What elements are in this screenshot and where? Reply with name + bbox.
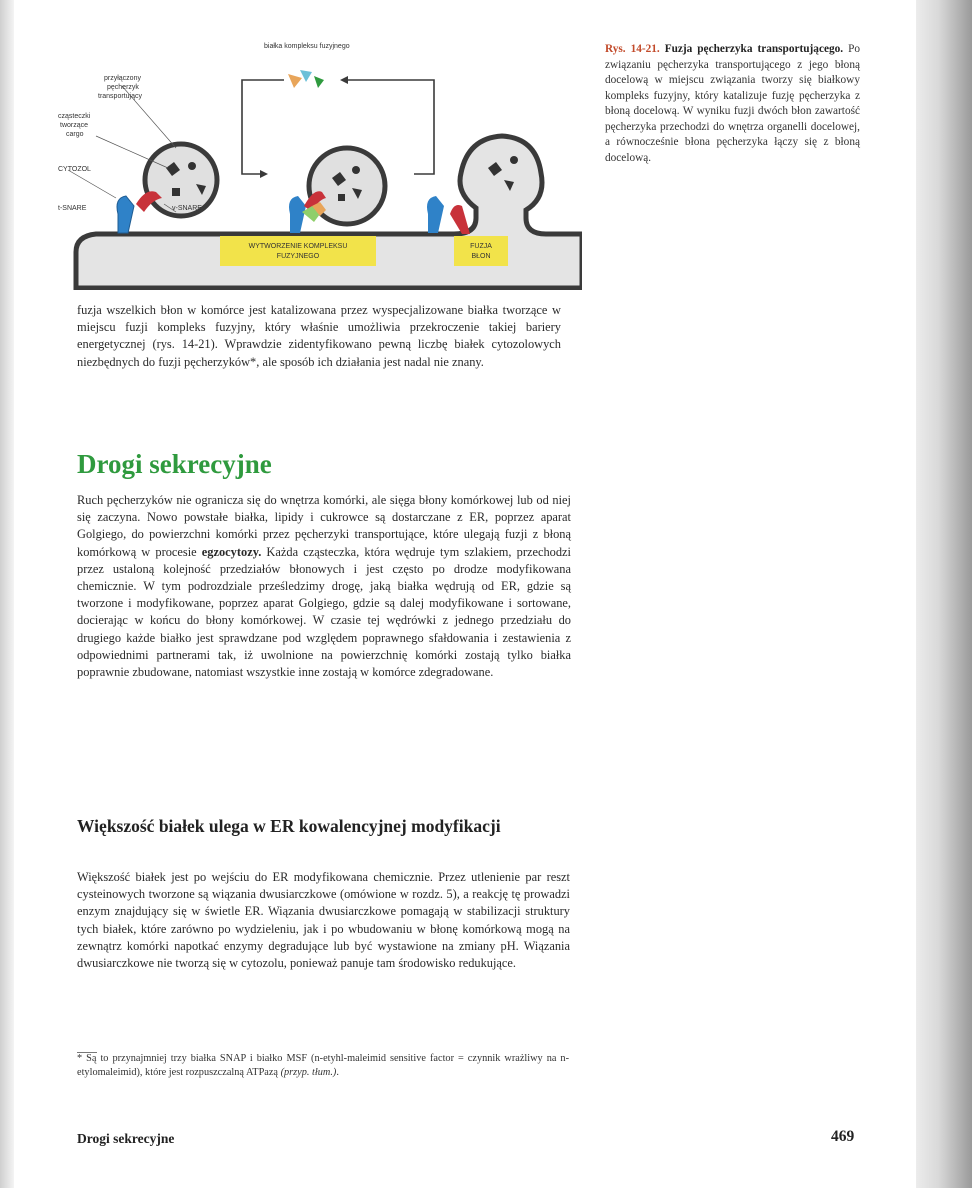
- subsection-title: Większość białek ulega w ER kowalencyjnej modyfikacji: [77, 816, 501, 836]
- cargo-label-3: cargo: [66, 131, 84, 138]
- figure-title: Fuzja pęcherzyka transportującego.: [664, 43, 844, 55]
- stage-fusion-label-2: BŁON: [471, 253, 491, 260]
- figure-caption: [605, 42, 860, 166]
- t-snare-3: [427, 196, 444, 233]
- stage-complex-label-1: WYTWORZENIE KOMPLEKSU: [248, 243, 348, 250]
- recycle-arrow-left: [242, 80, 284, 174]
- figure-number: Rys. 14-21.: [605, 43, 660, 55]
- fusion-diagram: [56, 28, 582, 290]
- fusion-complex-proteins-icon: [288, 70, 324, 88]
- footnote-text: * Są to przynajmniej trzy białka SNAP i białko MSF (n-etyhl-maleimid sensitive factor = czynnik wrażliwy na n-etylomaleimid), które jest rozpuszczalną ATPazą: [77, 1053, 569, 1078]
- stage-complex-label-2: FUZYJNEGO: [276, 253, 320, 260]
- term-exocytosis: egzocytozy.: [201, 544, 262, 559]
- running-title: Drogi sekrecyjne: [77, 1131, 175, 1146]
- page-right-edge-shadow: [916, 0, 972, 1188]
- paragraph-fusion: fuzja wszelkich błon w komórce jest katalizowana przez wyspecjalizowane białka tworzące w miejscu fuzji kompleks fuzyjny, który właśnie umożliwia przekroczenie takiej bariery energetycznej (rys. 14-21). Wprawdzie zidentyfikowano pewną liczbę białek cytozolowych niezbędnych do fuzji pęcherzyków*, ale sposób ich działania jest nadal nie znany.: [77, 303, 561, 369]
- footnote: [77, 1052, 569, 1080]
- cargo-label-2: tworzące: [60, 122, 89, 129]
- paragraph-secretory-start: Ruch pęcherzyków nie ogranicza się do wnętrza komórki, ale sięga błony komórkowej lub od niej się zaczyna. Nowo powstałe białka, lipidy i cukrowce są dostarczane z ER, poprzez aparat Golgiego, do powierzchni komórki przez pęcherzyki transportujące, które ulegają fuzji z błoną komórkową w procesie: [77, 493, 571, 559]
- attached-vesicle-label-1: przyłączony: [104, 75, 141, 82]
- page-number: 469: [831, 1128, 855, 1145]
- figure-caption-text: Po związaniu pęcherzyka transportującego z jego błoną docelową w miejscu związania tworzy się białkowy kompleks fuzyjny, który katalizuje fuzję pęcherzyka z błoną docelową. W wyniku fuzji dwóch błon zawartość pęcherzyka przechodzi do wnętrza organelli docelowej, a równocześnie błona pęcherzyka łączy się z błoną docelową.: [605, 43, 860, 164]
- cargo-label-1: cząsteczki: [58, 113, 91, 120]
- cytosol-label: CYTOZOL: [58, 166, 91, 173]
- vesicle-fusion-figure: [56, 28, 582, 290]
- stage-fusion-label-1: FUZJA: [470, 243, 492, 250]
- complex-proteins-label: białka kompleksu fuzyjnego: [264, 43, 350, 50]
- footnote-translator-note: (przyp. tłum.): [280, 1067, 337, 1078]
- stage-box-fusion: [454, 236, 508, 266]
- v-snare-3: [450, 205, 470, 234]
- t-snare-label: t-SNARE: [58, 205, 87, 212]
- attached-vesicle-label-2: pęcherzyk: [107, 84, 139, 91]
- attached-vesicle-label-3: transportujący: [98, 93, 142, 100]
- v-snare-label: v-SNARE: [172, 205, 202, 212]
- section-title: Drogi sekrecyjne: [77, 449, 272, 479]
- paragraph-secretory-end: Każda cząsteczka, która wędruje tym szlakiem, przechodzi przez ustaloną kolejność przedziałów błonowych i jest często po drodze modyfikowana chemicznie. W tym podrozdziale prześledzimy drogę, jaką białka wędrują od ER, gdzie są tworzone i modyfikowane, poprzez aparat Golgiego, gdzie są dalej modyfikowane i sortowane, docierając w końcu do błony komórkowej. W czasie tej wędrówki z jednego przedziału do drugiego każde białko jest sprawdzane pod względem poprawnego sfałdowania i zestawienia z odpowiednimi partnerami tak, iż uwolnione na powierzchnię komórki zostają tylko białka poprawnie zbudowane, natomiast wszystkie inne zostają w komórce zdegradowane.: [77, 544, 571, 680]
- paragraph-secretory: [77, 492, 571, 681]
- paragraph-er-modification: Większość białek jest po wejściu do ER modyfikowana chemicznie. Przez utlenienie par reszt cysteinowych tworzone są wiązania dwusiarczkowe (omówione w rozdz. 5), a reakcję tę prowadzi enzym znajdujący się w świetle ER. Wiązania dwusiarczkowe pomagają w stabilizacji struktury tych białek, które zarówno po wydzieleniu, jak i po wbudowaniu w błonę komórkową mogą na zewnątrz komórki napotkać enzymy degradujące lub być wystawione na zmiany pH. Wiązania dwusiarczkowe nie tworzą się w cytozolu, ponieważ panuje tam środowisko redukujące.: [77, 870, 570, 971]
- t-snare-1: [117, 196, 134, 233]
- t-snare-2: [289, 196, 306, 233]
- page-left-edge: [0, 0, 14, 1188]
- stage-box-complex: [220, 236, 376, 266]
- footnote-end: .: [336, 1067, 339, 1078]
